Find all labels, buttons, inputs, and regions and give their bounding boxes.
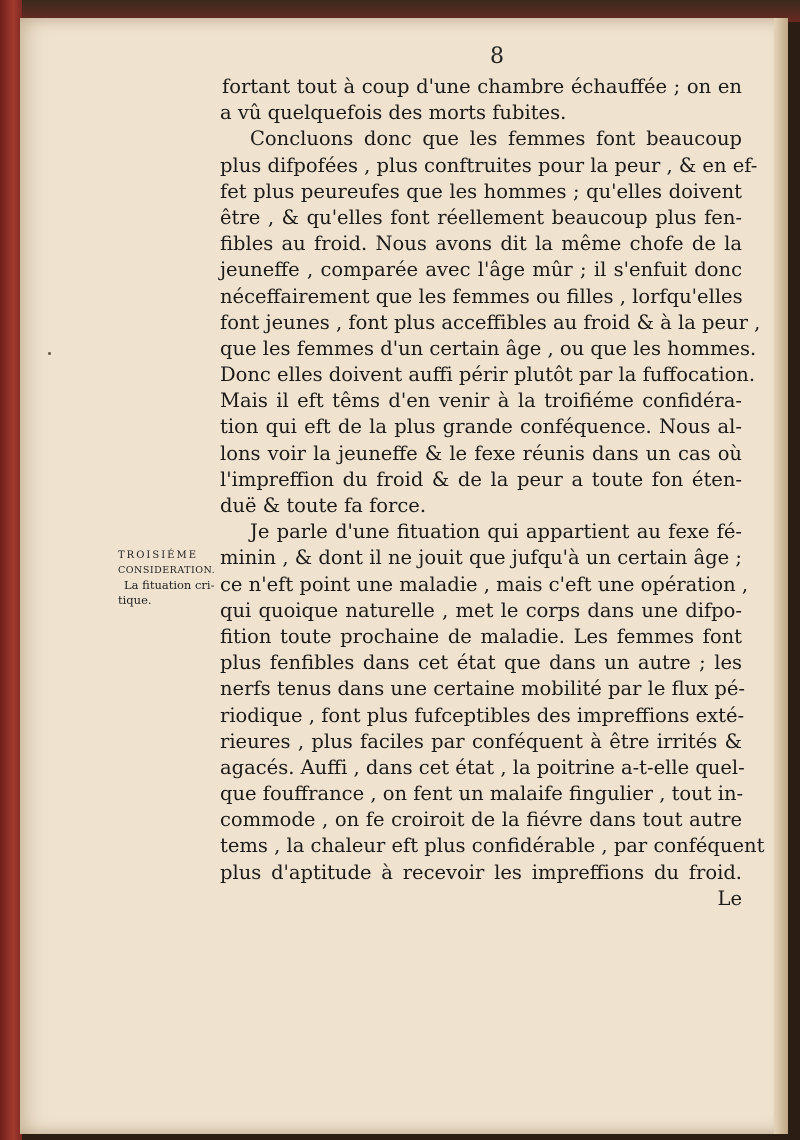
text-line: Donc elles doivent auffi périr plutôt par la fuffocation. [220,363,756,387]
text-line: fortant tout à coup d'une chambre échauffée ; on en [222,75,742,98]
book-page [20,18,788,1134]
marginal-line-2: tique. [118,593,152,607]
text-line: qui quoique naturelle , met le corps dans une difpo- [220,598,742,622]
text-line: néceffairement que les femmes ou filles , lorfqu'elles [220,284,743,308]
text-line: commode , on fe croiroit de la fiévre dans tout autre [220,808,742,832]
body-text [220,74,765,912]
marginal-note [118,548,228,608]
text-line: tion qui eft de la plus grande conféquence. Nous al- [220,415,742,439]
text-line: duë & toute fa force. [220,494,427,517]
text-line: nerfs tenus dans une certaine mobilité par le flux pé- [220,677,746,701]
marginal-line-1: La fituation cri- [124,578,215,592]
text-line: l'impreffion du froid & de la peur a toute fon éten- [220,467,742,491]
marginal-heading-1: TROISIÉME [118,550,198,561]
text-line: plus difpofées , plus conftruites pour la peur , & en ef- [220,153,758,177]
text-line: minin , & dont il ne jouit que jufqu'à un certain âge ; [220,546,742,570]
text-line: tems , la chaleur eft plus confidérable , par conféquent [220,834,765,858]
text-line: Concluons donc que les femmes font beaucoup [250,127,742,151]
marginal-heading-2: CONSIDERATION. [118,565,216,576]
text-line: Mais il eft têms d'en venir à la troifiéme confidéra- [220,389,742,413]
text-line: lons voir la jeuneffe & le fexe réunis dans un cas où [220,441,742,465]
text-line: fet plus peureufes que les hommes ; qu'elles doivent [220,179,742,203]
text-line: fition toute prochaine de maladie. Les femmes font [220,624,742,648]
text-line: rieures , plus faciles par conféquent à être irrités & [220,729,742,753]
catchword: Le [717,886,742,910]
text-line: fibles au froid. Nous avons dit la même chofe de la [220,232,742,256]
page-edge [774,18,788,1134]
text-line: Je parle d'une fituation qui appartient au fexe fé- [250,520,742,544]
text-line: a vû quelquefois des morts fubites. [220,101,567,125]
text-line: ce n'eft point une maladie , mais c'eft une opération , [220,572,749,596]
text-line: font jeunes , font plus acceffibles au froid & à la peur , [220,310,761,334]
text-line: être , & qu'elles font réellement beaucoup plus fen- [220,205,742,229]
text-line: que les femmes d'un certain âge , ou que les hommes. [220,336,757,360]
page-number: 8 [490,44,504,69]
text-line: agacés. Auffi , dans cet état , la poitrine a-t-elle quel- [220,755,745,779]
text-line: riodique , font plus fufceptibles des impreffions exté- [220,703,745,727]
text-line: plus d'aptitude à recevoir les impreffions du froid. [220,860,742,884]
book-edge-left [0,0,22,1140]
paper-speck [48,352,51,355]
text-line: plus fenfibles dans cet état que dans un autre ; les [220,651,742,675]
text-line: jeuneffe , comparée avec l'âge mûr ; il s'enfuit donc [220,258,742,282]
text-line: que fouffrance , on fent un malaife fingulier , tout in- [220,782,744,806]
